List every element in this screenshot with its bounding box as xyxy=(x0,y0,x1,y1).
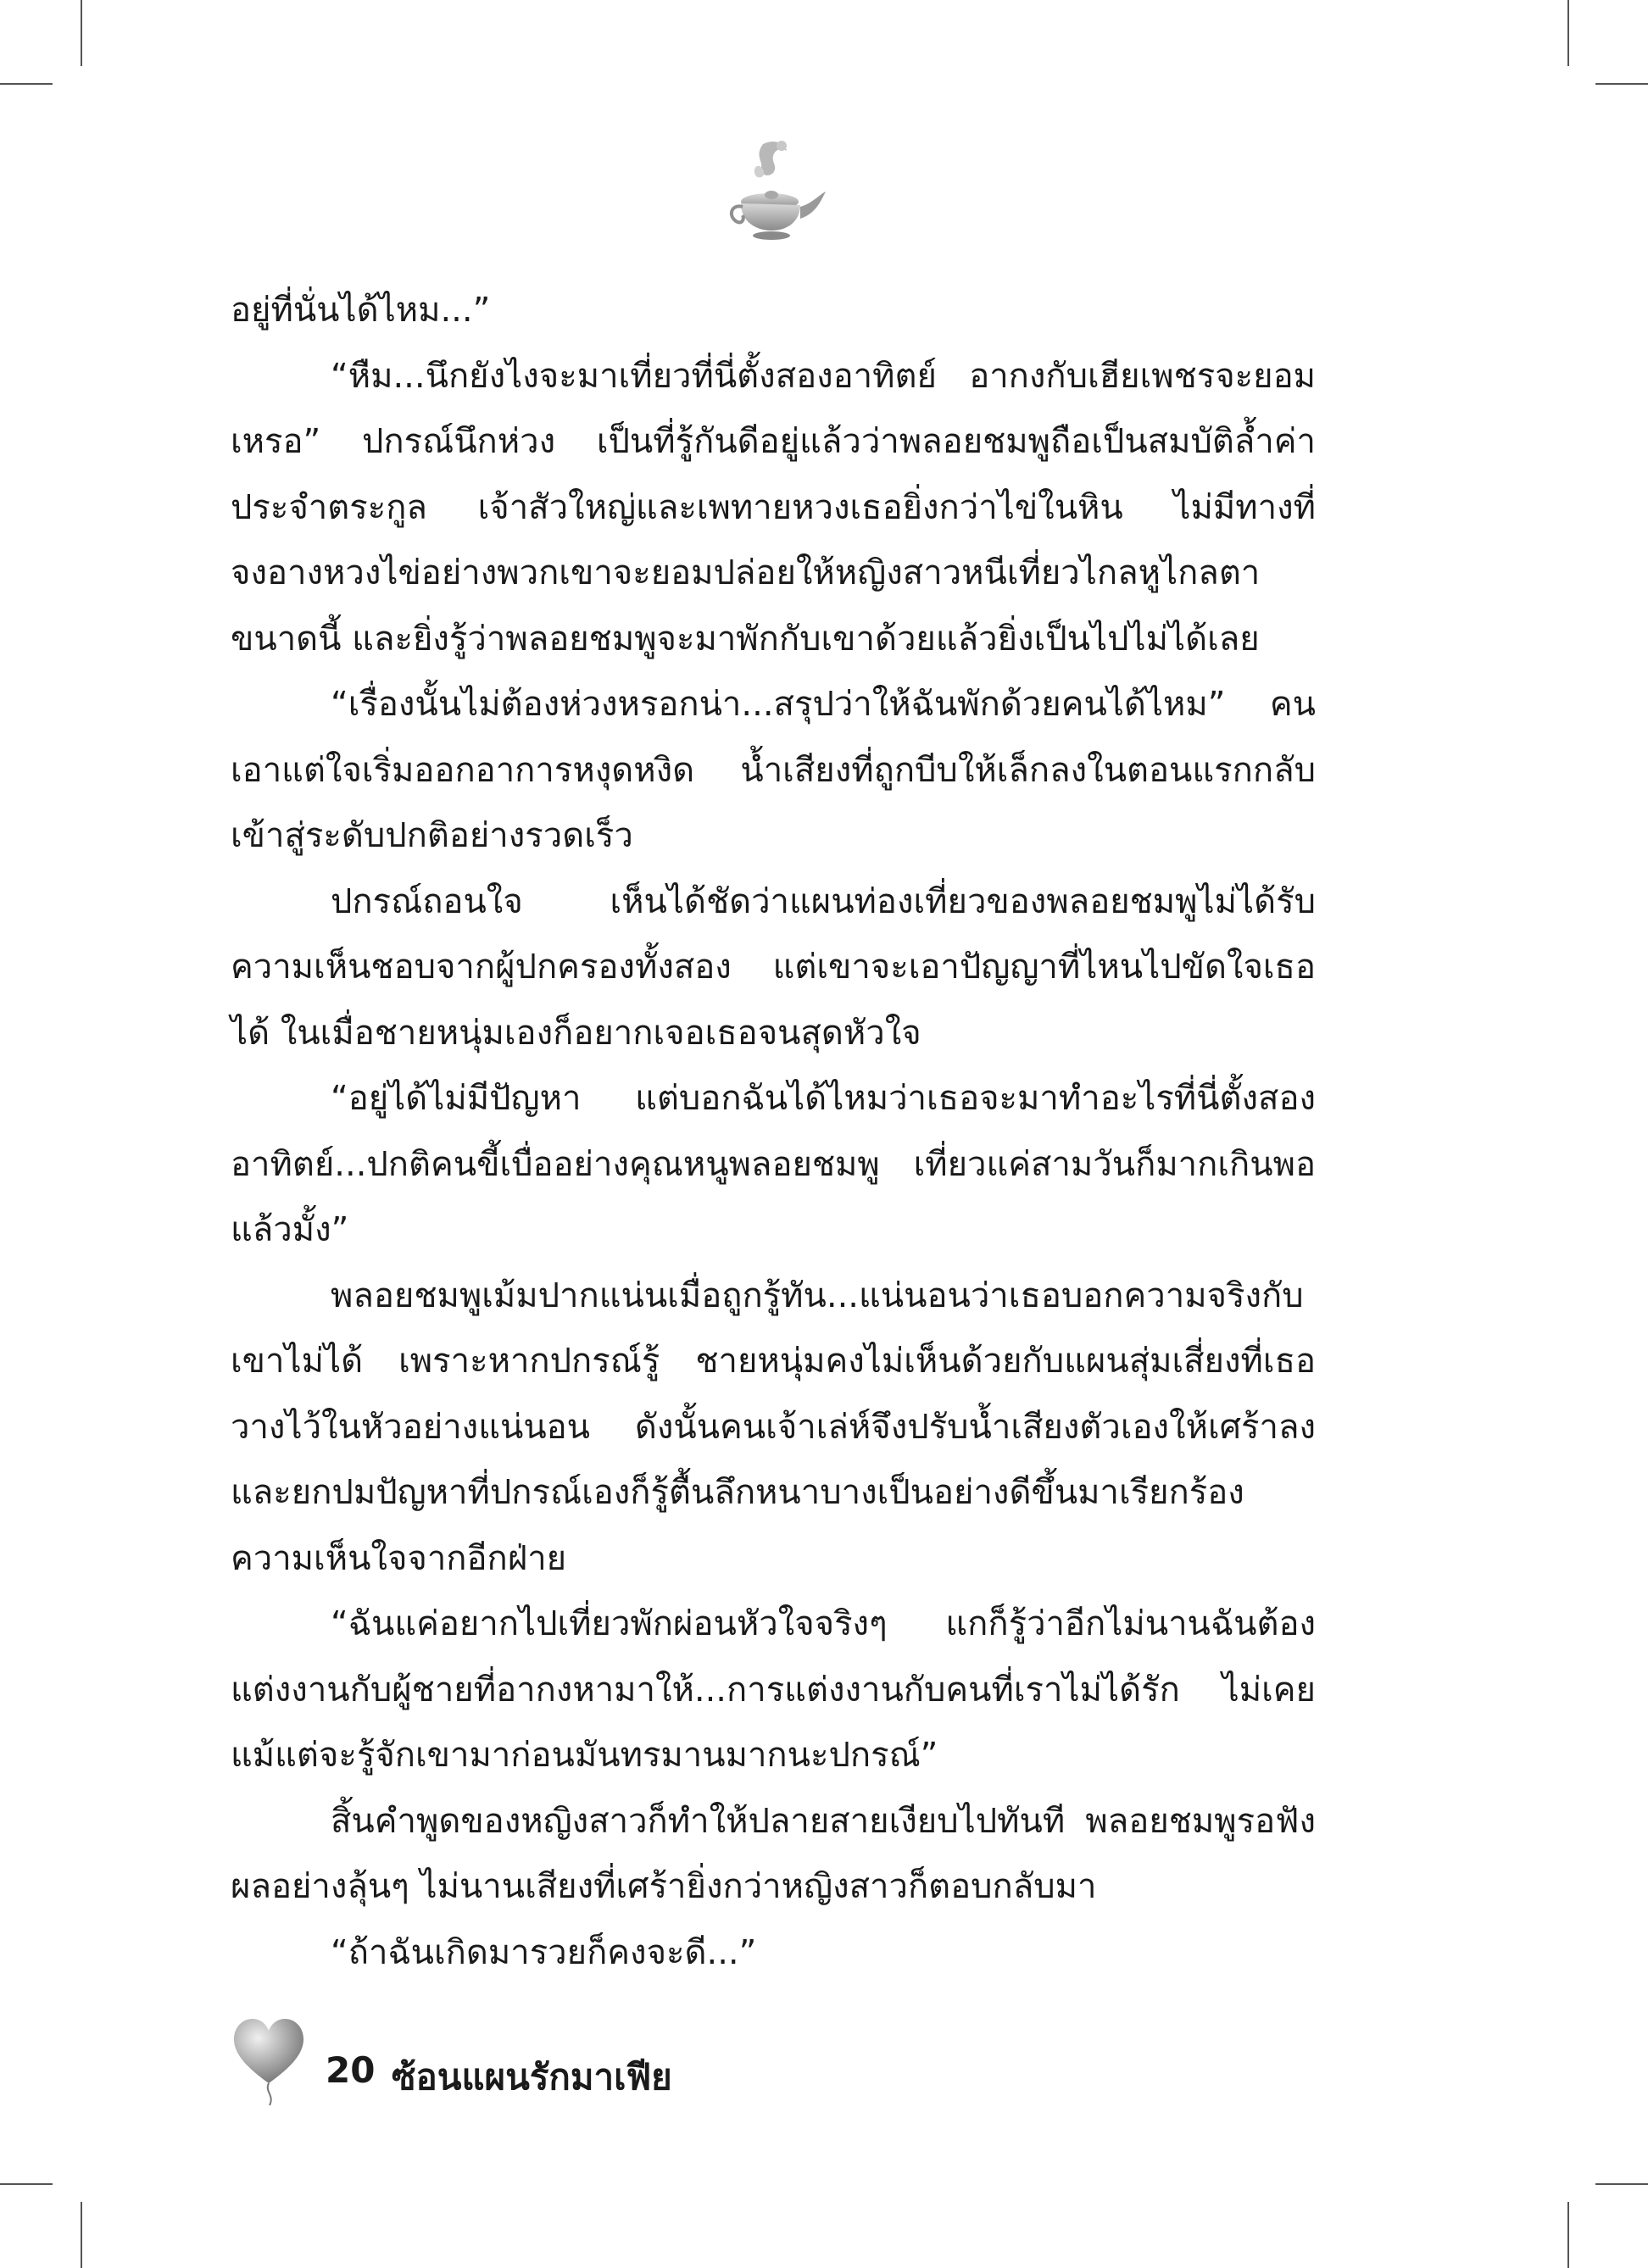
paragraph: “หืม...นึกยังไงจะมาเที่ยวที่นี่ตั้งสองอาทิตย์ อากงกับเฮียเพชรจะยอมเหรอ” ปกรณ์นึกห่วง เป็นที่รู้กันดีอยู่แล้วว่าพลอยชมพูถือเป็นสมบัติล้ำค่าประจำตระกูล เจ้าสัวใหญ่และเพทายหวงเธอยิ่งกว่าไข่ในหิน ไม่มีทางที่จงอางหวงไข่อย่างพวกเขาจะยอมปล่อยให้หญิงสาวหนีเที่ยวไกลหูไกลตาขนาดนี้ และยิ่งรู้ว่าพลอยชมพูจะมาพักกับเขาด้วยแล้วยิ่งเป็นไปไม่ได้เลย xyxy=(231,356,1316,659)
paragraph: ปกรณ์ถอนใจ เห็นได้ชัดว่าแผนท่องเที่ยวของพลอยชมพูไม่ได้รับความเห็นชอบจากผู้ปกครองทั้งสอง แต่เขาจะเอาปัญญาที่ไหนไปขัดใจเธอได้ ในเมื่อชายหนุ่มเองก็อยากเจอเธอจนสุดหัวใจ xyxy=(231,881,1316,1053)
crop-mark-top-right-h xyxy=(1595,83,1648,85)
paragraph: “อยู่ได้ไม่มีปัญหา แต่บอกฉันได้ไหมว่าเธอจะมาทำอะไรที่นี่ตั้งสองอาทิตย์...ปกติคนขี้เบื่ออย่างคุณหนูพลอยชมพู เที่ยวแค่สามวันก็มากเกินพอแล้วมั้ง” xyxy=(231,1079,1316,1249)
crop-mark-bottom-right-h xyxy=(1595,2183,1648,2185)
paragraph: พลอยชมพูเม้มปากแน่นเมื่อถูกรู้ทัน...แน่นอนว่าเธอบอกความจริงกับเขาไม่ได้ เพราะหากปกรณ์รู้ ชายหนุ่มคงไม่เห็นด้วยกับแผนสุ่มเสี่ยงที่เธอวางไว้ในหัวอย่างแน่นอน ดังนั้นคนเจ้าเล่ห์จึงปรับน้ำเสียงตัวเองให้เศร้าลงและยกปมปัญหาที่ปกรณ์เองก็รู้ตื้นลึกหนาบางเป็นอย่างดีขึ้นมาเรียกร้องความเห็นใจจากอีกฝ่าย xyxy=(231,1276,1316,1578)
page-number: 20 xyxy=(326,2049,376,2091)
crop-mark-bottom-left xyxy=(81,2202,82,2268)
crop-mark-bottom-left-h xyxy=(0,2183,53,2185)
paragraph: “ฉันแค่อยากไปเที่ยวพักผ่อนหัวใจจริงๆ แกก็รู้ว่าอีกไม่นานฉันต้องแต่งงานกับผู้ชายที่อากงหามาให้...การแต่งงานกับคนที่เราไม่ได้รัก ไม่เคยแม้แต่จะรู้จักเขามาก่อนมันทรมานมากนะปกรณ์” xyxy=(231,1604,1316,1775)
book-title: ซ้อนแผนรักมาเฟีย xyxy=(392,2056,672,2098)
paragraph: “เรื่องนั้นไม่ต้องห่วงหรอกน่า...สรุปว่าให้ฉันพักด้วยคนได้ไหม” คนเอาแต่ใจเริ่มออกอาการหงุดหงิด น้ำเสียงที่ถูกบีบให้เล็กลงในตอนแรกกลับเข้าสู่ระดับปกติอย่างรวดเร็ว xyxy=(231,685,1316,855)
page-footer xyxy=(231,2015,994,2109)
paragraph: อยู่ที่นั่นได้ไหม...” xyxy=(231,291,491,330)
magic-lamp-fairy-icon xyxy=(712,136,831,246)
paragraph: สิ้นคำพูดของหญิงสาวก็ทำให้ปลายสายเงียบไปทันที พลอยชมพูรอฟังผลอย่างลุ้นๆ ไม่นานเสียงที่เศร้ายิ่งกว่าหญิงสาวก็ตอบกลับมา xyxy=(231,1801,1316,1906)
heart-balloon-icon xyxy=(231,2015,307,2109)
crop-mark-top-left-h xyxy=(0,83,53,85)
crop-mark-top-right xyxy=(1567,0,1569,66)
paragraph: “ถ้าฉันเกิดมารวยก็คงจะดี...” xyxy=(331,1932,757,1972)
crop-mark-bottom-right xyxy=(1567,2202,1569,2268)
body-text xyxy=(231,278,1316,1986)
crop-mark-top-left xyxy=(81,0,82,66)
